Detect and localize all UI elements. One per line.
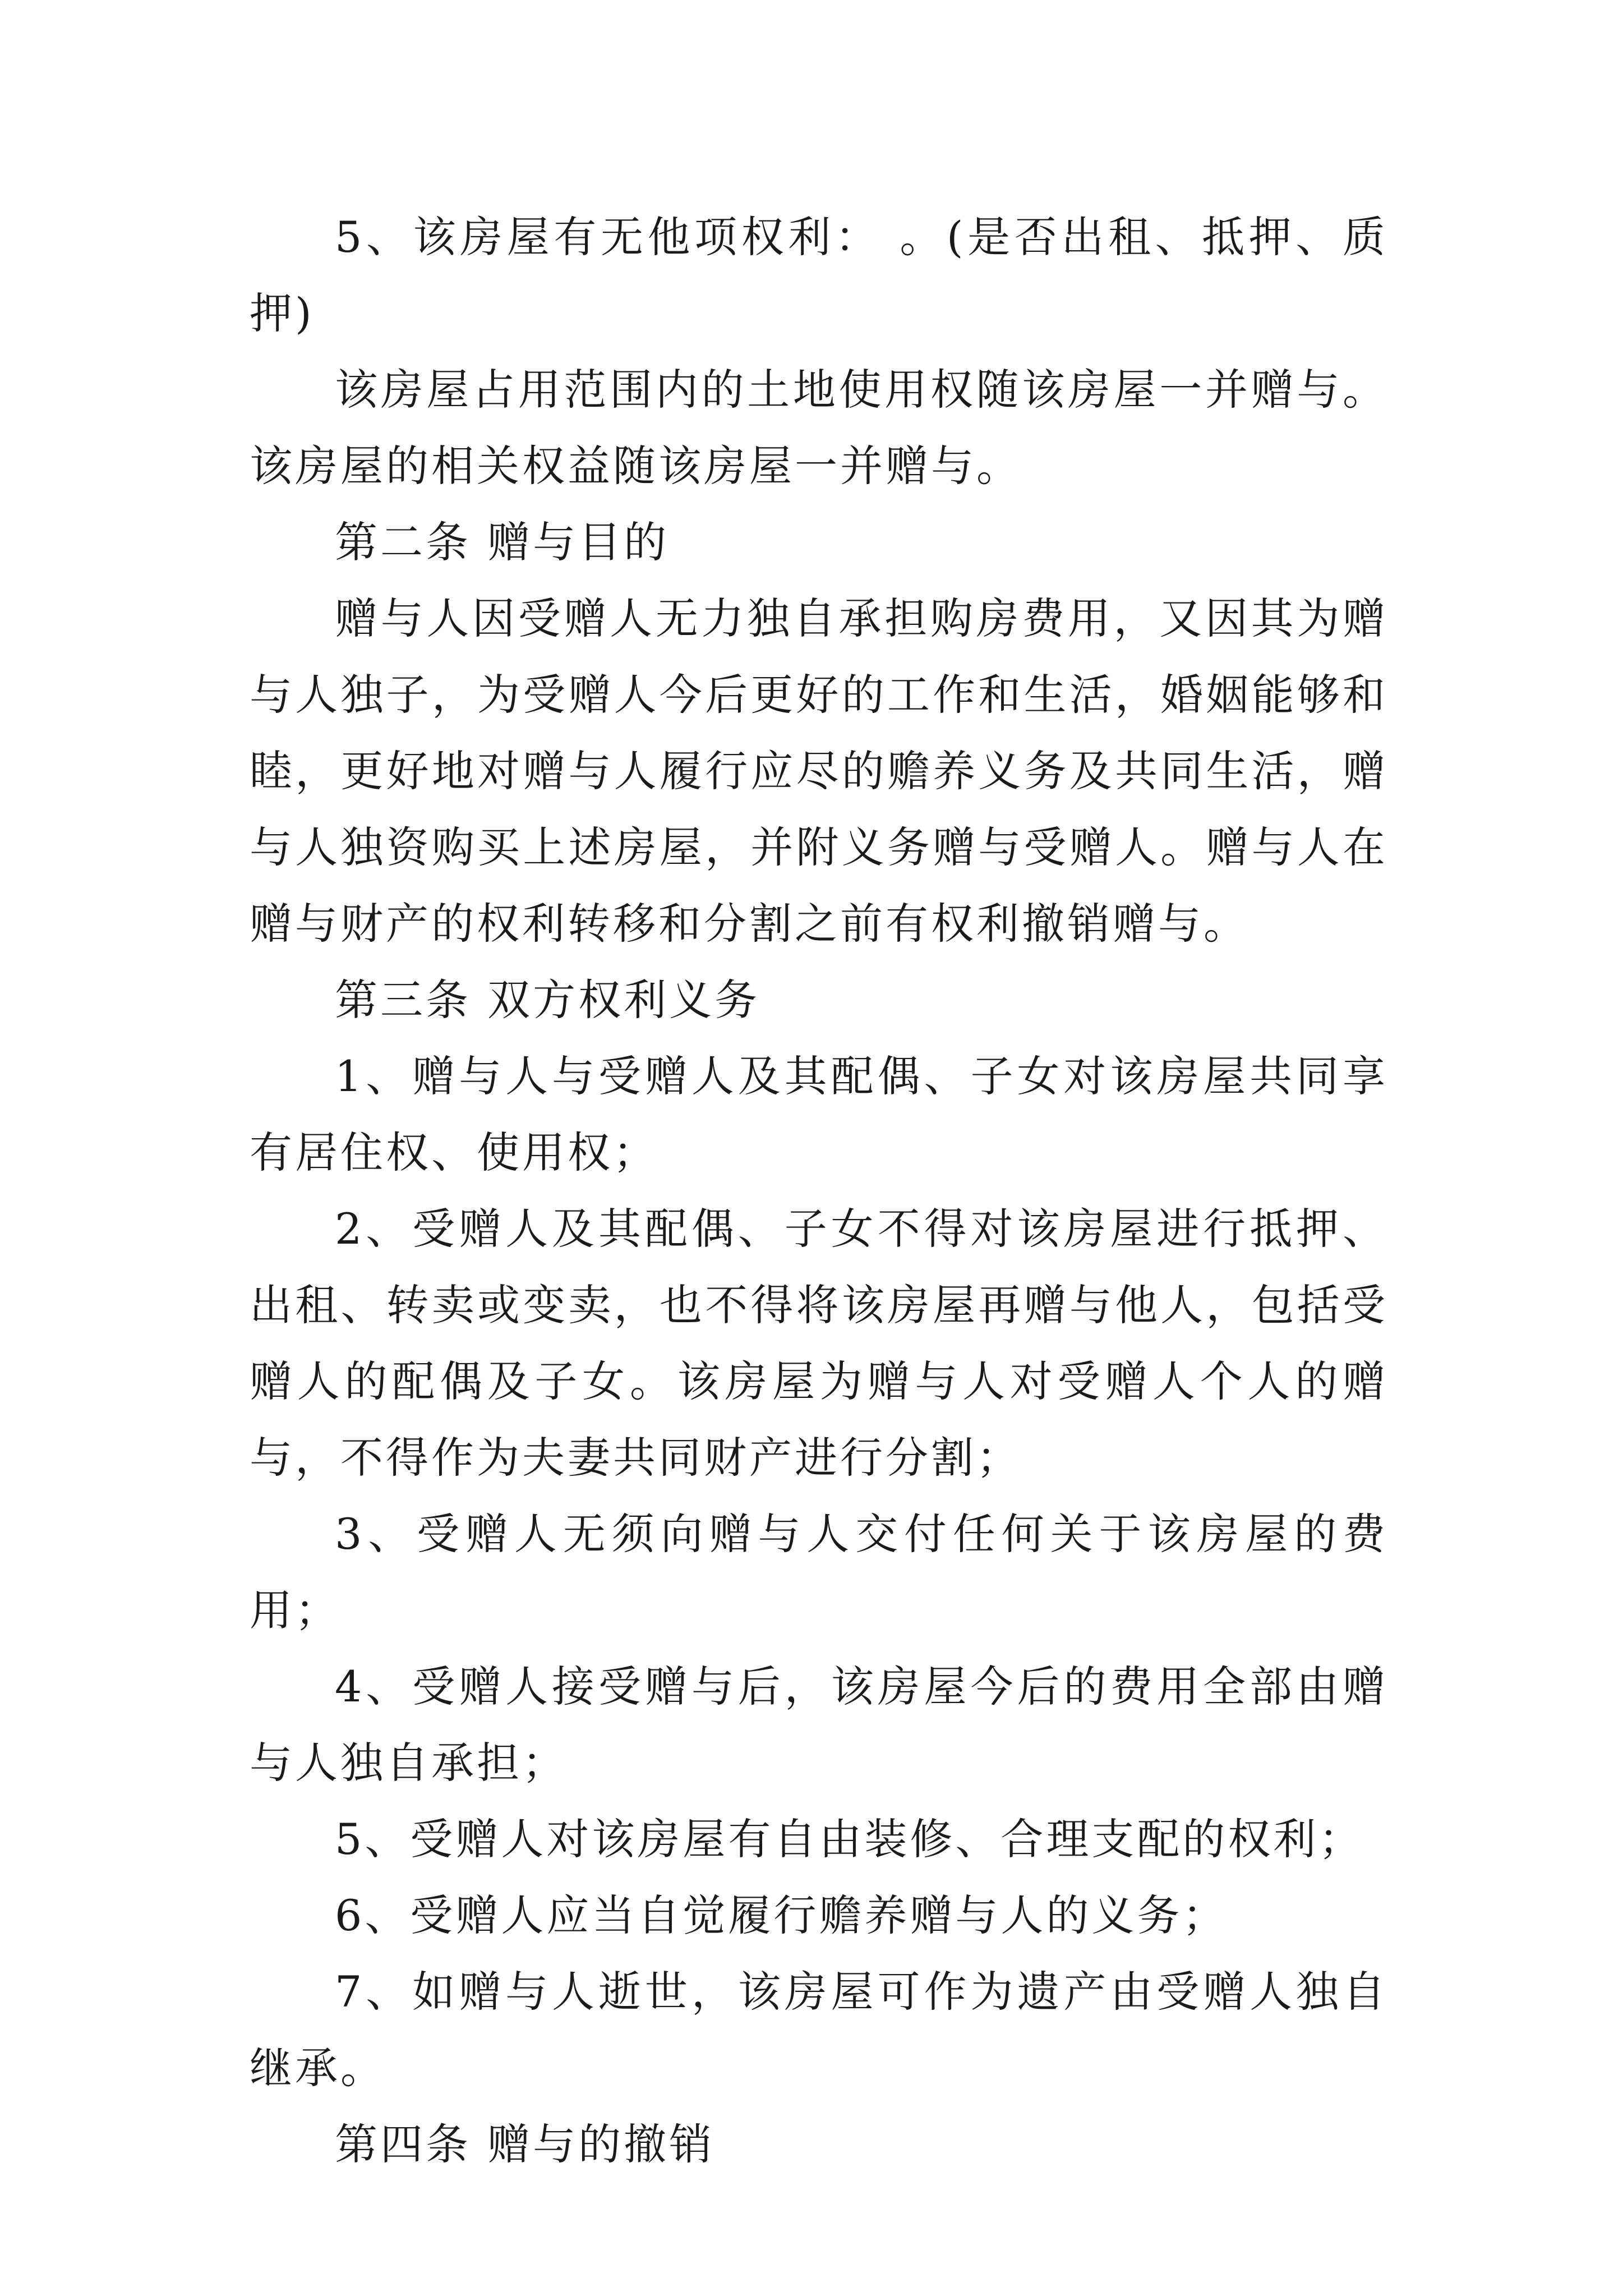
- article-3-heading: 第三条 双方权利义务: [335, 975, 760, 1025]
- obligation-item-2: 2、受赠人及其配偶、子女不得对该房屋进行抵押、出租、转卖或变卖，也不得将该房屋再赠与他人，包括受赠人的配偶及子女。该房屋为赠与人对受赠人个人的赠与，不得作为夫妻共同财产进行分割；: [250, 1204, 1388, 1483]
- gift-purpose-paragraph: 赠与人因受赠人无力独自承担购房费用，又因其为赠与人独子，为受赠人今后更好的工作和生活，婚姻能够和睦，更好地对赠与人履行应尽的赡养义务及共同生活，赠与人独资购买上述房屋，并附义务赠与受赠人。赠与人在赠与财产的权利转移和分割之前有权利撤销赠与。: [250, 593, 1388, 949]
- obligation-item-5: 5、受赠人对该房屋有自由装修、合理支配的权利；: [335, 1814, 1364, 1864]
- obligation-item-3: 3、受赠人无须向赠与人交付任何关于该房屋的费用；: [250, 1509, 1388, 1635]
- document-body: [250, 199, 1388, 2183]
- obligation-item-1: 1、赠与人与受赠人及其配偶、子女对该房屋共同享有居住权、使用权；: [250, 1051, 1388, 1177]
- article-2-heading: 第二条 赠与目的: [335, 517, 670, 567]
- article-4-heading: 第四条 赠与的撤销: [335, 2119, 715, 2169]
- obligation-item-4: 4、受赠人接受赠与后，该房屋今后的费用全部由赠与人独自承担；: [250, 1662, 1388, 1788]
- rights-item-5: 5、该房屋有无他项权利： 。(是否出租、抵押、质押): [250, 212, 1388, 338]
- land-use-paragraph: 该房屋占用范围内的土地使用权随该房屋一并赠与。该房屋的相关权益随该房屋一并赠与。: [250, 365, 1388, 491]
- obligation-item-6: 6、受赠人应当自觉履行赡养赠与人的义务；: [335, 1890, 1228, 1940]
- obligation-item-7: 7、如赠与人逝世，该房屋可作为遗产由受赠人独自继承。: [250, 1967, 1388, 2093]
